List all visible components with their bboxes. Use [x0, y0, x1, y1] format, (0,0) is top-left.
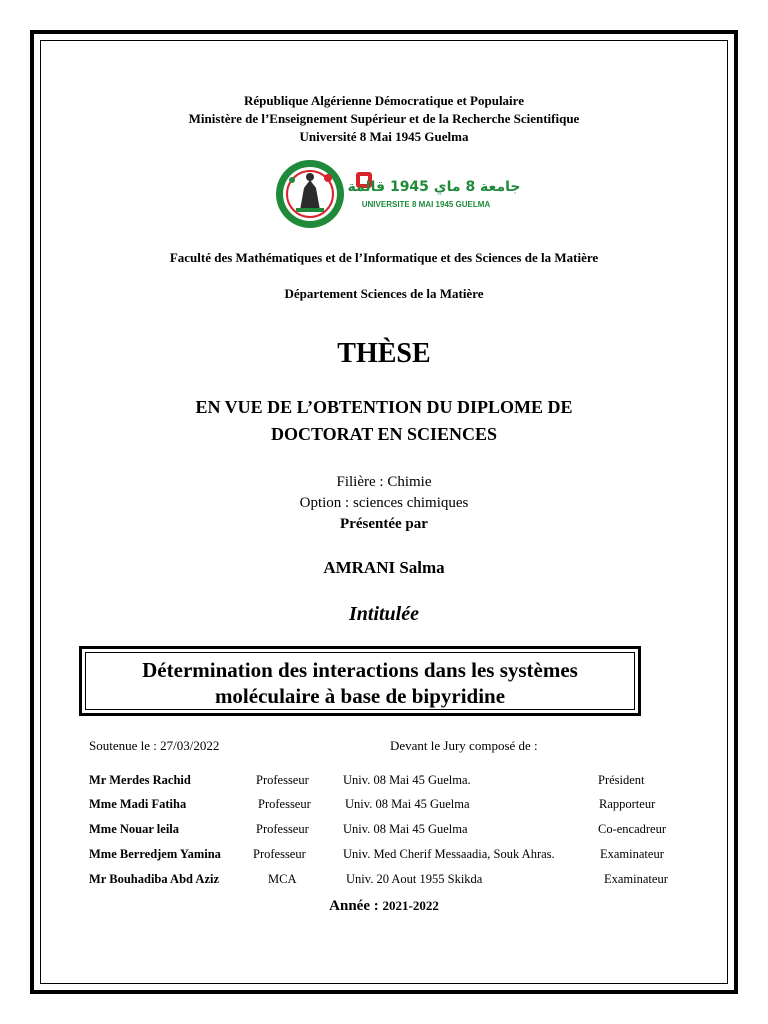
- header-ministry: Ministère de l’Enseignement Supérieur et de la Recherche Scientifique: [188, 111, 580, 126]
- thesis-title-box: [79, 646, 641, 716]
- logo-latin-text: UNIVERSITE 8 MAI 1945 GUELMA: [361, 200, 491, 209]
- author-name: AMRANI Salma: [323, 558, 445, 577]
- faculty-name: Faculté des Mathématiques et de l’Informatique et des Sciences de la Matière: [169, 250, 599, 265]
- annee-value: 2021-2022: [382, 898, 439, 913]
- thesis-title-line2: moléculaire à base de bipyridine: [214, 684, 506, 708]
- jury-role: Examinateur: [604, 872, 668, 886]
- jury-grade: Professeur: [256, 773, 309, 787]
- these-heading: THÈSE: [337, 338, 431, 369]
- jury-university: Univ. 08 Mai 45 Guelma.: [343, 773, 471, 787]
- department-name: Département Sciences de la Matière: [284, 286, 484, 301]
- thesis-title: [82, 657, 638, 709]
- jury-role: Rapporteur: [599, 797, 656, 811]
- jury-role: Président: [598, 773, 645, 787]
- header-republic: République Algérienne Démocratique et Populaire: [244, 93, 524, 108]
- university-logo: [274, 158, 521, 230]
- soutenue-date: Soutenue le : 27/03/2022: [89, 738, 220, 753]
- objective-line2: DOCTORAT EN SCIENCES: [270, 424, 498, 444]
- intitulee: Intitulée: [348, 603, 419, 625]
- annee-label: Année :: [329, 898, 379, 914]
- jury-university: Univ. Med Cherif Messaadia, Souk Ahras.: [343, 847, 555, 861]
- thesis-title-line1: Détermination des interactions dans les systèmes: [142, 658, 578, 682]
- objective-line1: EN VUE DE L’OBTENTION DU DIPLOME DE: [195, 397, 573, 417]
- jury-intro: Devant le Jury composé de :: [390, 738, 538, 753]
- jury-name: Mr Bouhadiba Abd Aziz: [89, 872, 220, 886]
- jury-name: Mme Nouar leila: [89, 822, 180, 836]
- jury-university: Univ. 08 Mai 45 Guelma: [343, 822, 468, 836]
- jury-grade: MCA: [268, 872, 297, 886]
- presentee-par: Présentée par: [340, 516, 428, 532]
- filiere: Filière : Chimie: [336, 474, 432, 490]
- university-seal-icon: [274, 158, 521, 230]
- jury-role: Examinateur: [600, 847, 664, 861]
- jury-university: Univ. 08 Mai 45 Guelma: [345, 797, 470, 811]
- jury-grade: Professeur: [258, 797, 311, 811]
- jury-name: Mme Madi Fatiha: [89, 797, 187, 811]
- header-university: Université 8 Mai 1945 Guelma: [299, 129, 469, 144]
- option: Option : sciences chimiques: [299, 495, 469, 511]
- logo-arabic-text: جامعة 8 ماي 1945 قالمة: [347, 179, 521, 195]
- jury-university: Univ. 20 Aout 1955 Skikda: [346, 872, 483, 886]
- jury-name: Mr Merdes Rachid: [89, 773, 191, 787]
- jury-role: Co-encadreur: [598, 822, 667, 836]
- jury-grade: Professeur: [256, 822, 309, 836]
- jury-grade: Professeur: [253, 847, 306, 861]
- academic-year: [0, 898, 768, 915]
- jury-name: Mme Berredjem Yamina: [89, 847, 221, 861]
